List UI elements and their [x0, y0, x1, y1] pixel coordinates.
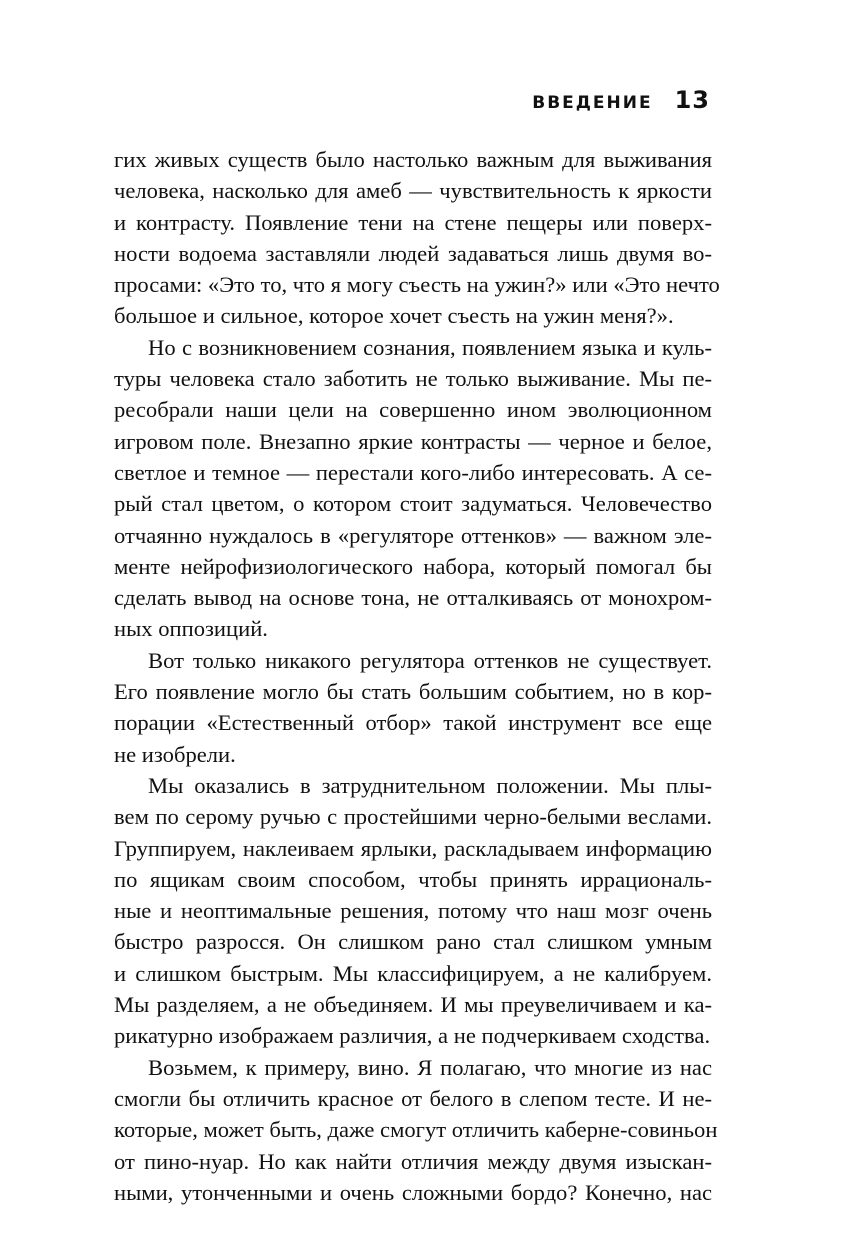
text-line: отчаянно нуждалось в «регуляторе оттенков» — важном эле-	[114, 522, 712, 548]
text-line: по ящикам своим способом, чтобы принять иррациональ-	[114, 866, 712, 892]
text-line: порации «Естественный отбор» такой инструмент все еще	[114, 710, 712, 736]
text-line: ресобрали наши цели на совершенно ином эволюционном	[114, 397, 712, 423]
text-line: ными, утонченными и очень сложными бордо? Конечно, нас	[114, 1179, 712, 1205]
text-line: светлое и темное — перестали кого-либо интересовать. А се-	[114, 459, 712, 485]
text-line: игровом поле. Внезапно яркие контрасты — черное и белое,	[114, 428, 712, 454]
text-line: человека, насколько для амеб — чувствительность к яркости	[114, 178, 712, 204]
text-line: туры человека стало заботить не только выживание. Мы пе-	[114, 366, 712, 392]
text-line: вем по серому ручью с простейшими черно-белыми веслами.	[114, 804, 712, 830]
text-line: быстро разросся. Он слишком рано стал слишком умным	[114, 929, 712, 955]
text-line: ности водоема заставляли людей задаваться лишь двумя во-	[114, 240, 712, 266]
text-line: и контрасту. Появление тени на стене пещеры или поверх-	[114, 209, 712, 235]
text-line: Его появление могло бы стать большим событием, но в кор-	[114, 679, 712, 705]
text-line: просами: «Это то, что я могу съесть на ужин?» или «Это нечто	[114, 272, 720, 298]
text-line: большое и сильное, которое хочет съесть на ужин меня?».	[114, 303, 674, 329]
text-line: Группируем, наклеиваем ярлыки, раскладываем информацию	[114, 835, 712, 861]
text-line: смогли бы отличить красное от белого в слепом тесте. И не-	[114, 1085, 712, 1111]
running-header	[532, 86, 710, 114]
text-line: менте нейрофизиологического набора, который помогал бы	[114, 553, 712, 579]
text-line: не изобрели.	[114, 741, 236, 767]
text-line: рый стал цветом, о котором стоит задуматься. Человечество	[114, 491, 712, 517]
text-line: ные и неоптимальные решения, потому что наш мозг очень	[114, 898, 712, 924]
text-line: рикатурно изображаем различия, а не подчеркиваем сходства.	[114, 1023, 711, 1049]
page-number: 13	[674, 86, 710, 114]
text-line: от пино-нуар. Но как найти отличия между двумя изыскан-	[114, 1148, 712, 1174]
text-line: Вот только никакого регулятора оттенков не существует.	[148, 647, 712, 673]
text-line: Возьмем, к примеру, вино. Я полагаю, что многие из нас	[148, 1054, 712, 1080]
body-text	[114, 144, 720, 1208]
text-line: которые, может быть, даже смогут отличить каберне-совиньон	[114, 1117, 718, 1143]
text-line: гих живых существ было настолько важным для выживания	[114, 147, 712, 172]
section-title: ВВЕДЕНИЕ	[532, 93, 653, 113]
text-line: Но с возникновением сознания, появлением языка и куль-	[148, 334, 712, 360]
text-line: Мы разделяем, а не объединяем. И мы преувеличиваем и ка-	[114, 992, 712, 1018]
text-line: и слишком быстрым. Мы классифицируем, а не калибруем.	[114, 960, 712, 986]
text-line: Мы оказались в затруднительном положении. Мы плы-	[148, 772, 712, 798]
text-line: сделать вывод на основе тона, не отталкиваясь от монохром-	[114, 585, 712, 611]
text-line: ных оппозиций.	[114, 616, 268, 642]
